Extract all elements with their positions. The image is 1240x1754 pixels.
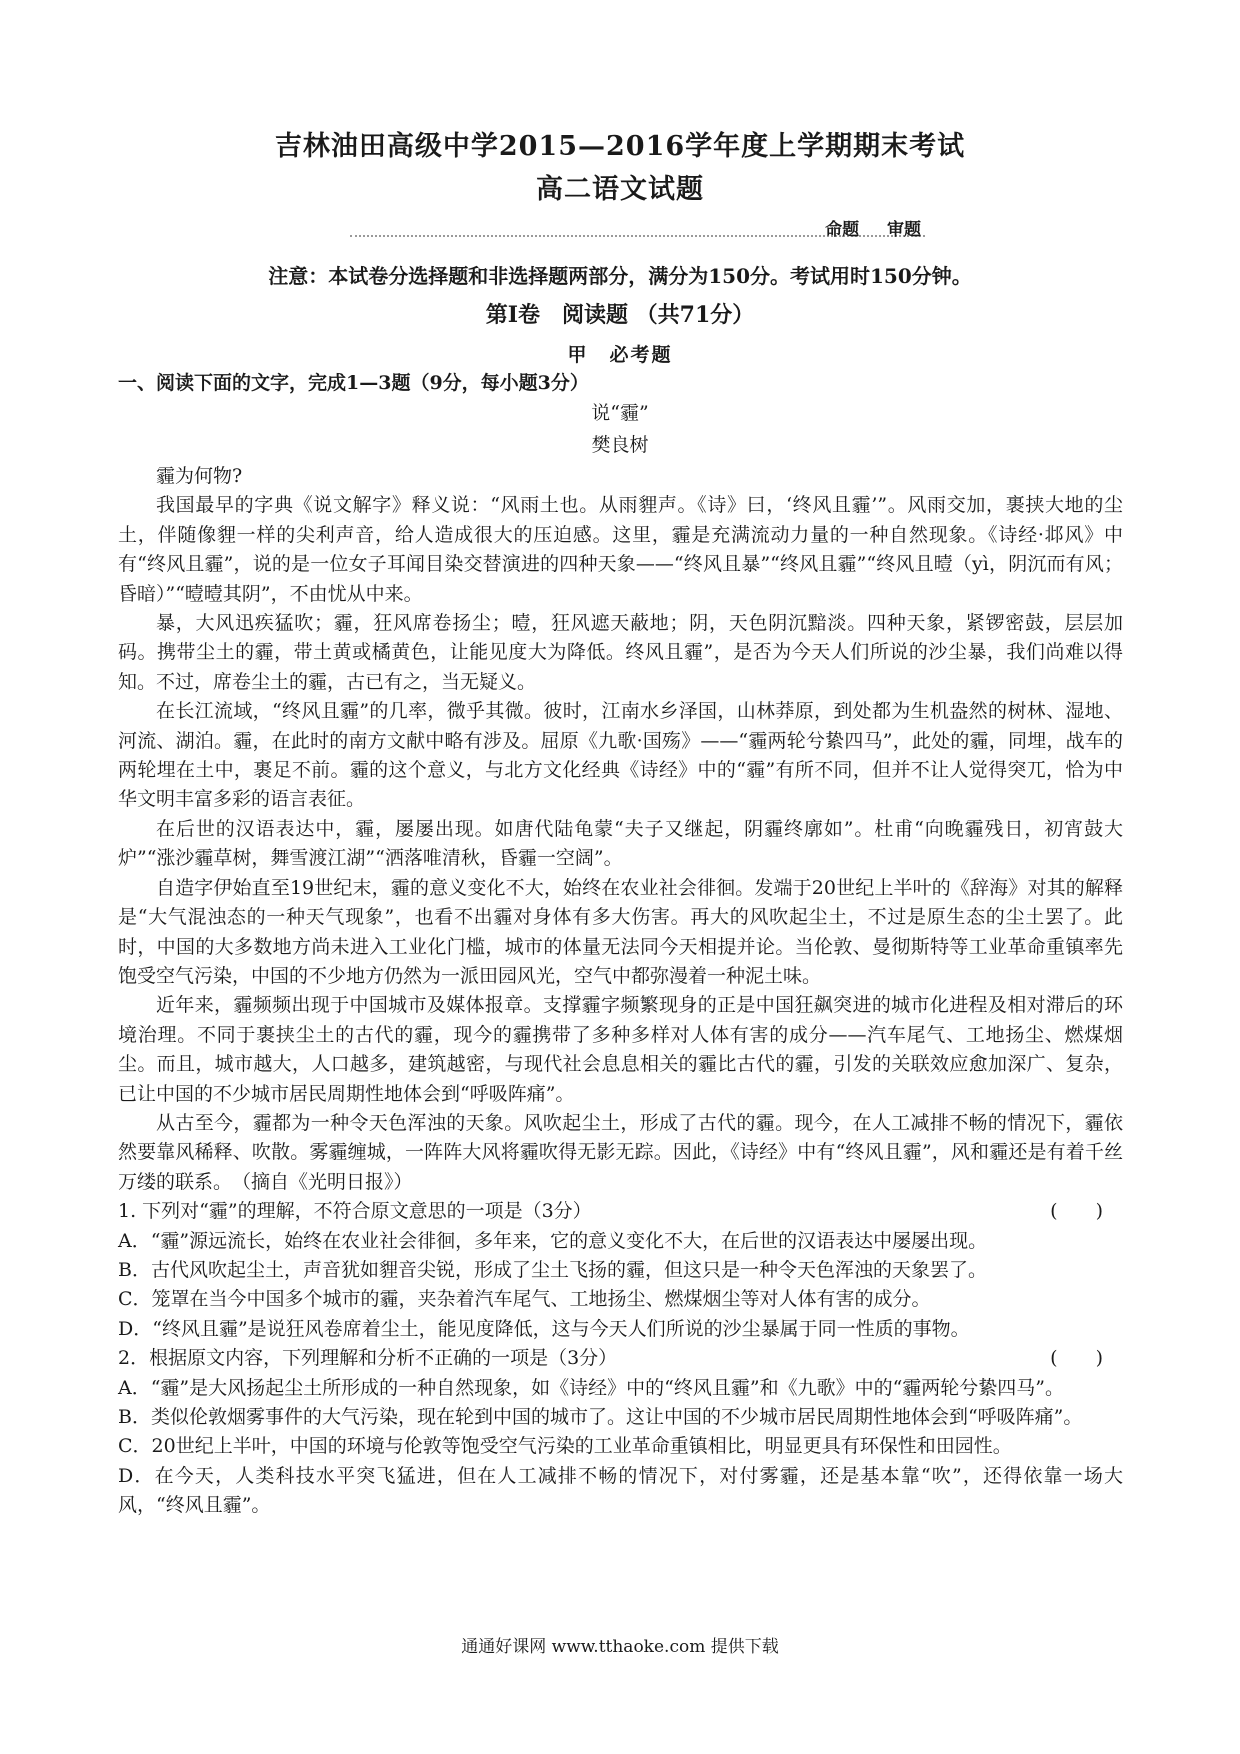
question-2-option-b: B．类似伦敦烟雾事件的大气污染，现在轮到中国的城市了。这让中国的不少城市居民周期性地体会到“呼吸阵痛”。 [118,1406,1083,1428]
question-group-heading: 一、阅读下面的文字，完成1—3题（9分，每小题3分） [118,372,589,394]
question-1-stem-line [118,1197,1123,1226]
question-1-option-d: D．“终风且霾”是说狂风卷席着尘土，能见度降低，这与今天人们所说的沙尘暴属于同一性质的事物。 [118,1317,970,1340]
reviewer-label: 审题 [887,220,921,240]
question-2-option-c: C．20世纪上半叶，中国的环境与伦敦等饱受空气污染的工业革命重镇相比，明显更具有环保性和田园性。 [118,1435,1012,1458]
article-paragraph: 从古至今，霾都为一种令天色浑浊的天象。风吹起尘土，形成了古代的霾。现今，在人工减排不畅的情况下，霾依然要靠风稀释、吹散。雾霾缠城，一阵阵大风将霾吹得无影无踪。因此，《诗经》中有“终风且霾”，风和霾还是有着千丝万缕的联系。 （摘自《光明日报》） [118,1111,1123,1193]
question-2-option-d: D．在今天，人类科技水平突飞猛进，但在人工减排不畅的情况下，对付雾霾，还是基本靠“吹”，还得依靠一场大风，“终风且霾”。 [118,1464,1123,1517]
setter-label: 命题 [825,220,860,240]
article-paragraph: 暴，大风迅疾猛吹；霾，狂风席卷扬尘；曀，狂风遮天蔽地；阴，天色阴沉黯淡。四种天象，紧锣密鼓，层层加码。携带尘土的霾，带土黄或橘黄色，让能见度大为降低。终风且霾”，是否为今天人们所说的沙尘暴，我们尚难以得知。不过，席卷尘土的霾，古已有之，当无疑义。 [118,612,1123,693]
question-1-option-a: A．“霾”源远流长，始终在农业社会徘徊，多年来，它的意义变化不大，在后世的汉语表达中屡屡出现。 [118,1229,988,1252]
footer-download-note: 通通好课网 www.tthaoke.com 提供下载 [461,1637,779,1657]
question-2-option-a: A．“霾”是大风扬起尘土所形成的一种自然现象，如《诗经》中的“终风且霾”和《九歌》中的“霾两轮兮絷四马”。 [118,1376,1065,1399]
part-title: 第Ⅰ卷 阅读题 （共71分） [485,302,755,328]
question-2-stem-line [118,1344,1123,1373]
article-body [118,462,1123,1521]
question-1-option-c: C．笼罩在当今中国多个城市的霾，夹杂着汽车尾气、工地扬尘、燃煤烟尘等对人体有害的成分。 [118,1288,931,1311]
question-2-answer-blank: ( ) [1050,1347,1103,1370]
article-paragraph: 近年来，霾频频出现于中国城市及媒体报章。支撑霾字频繁现身的正是中国狂飙突进的城市化进程及相对滞后的环境治理。不同于裹挟尘土的古代的霾，现今的霾携带了多种多样对人体有害的成分——汽车尾气、工地扬尘、燃煤烟尘。而且，城市越大，人口越多，建筑越密，与现代社会息息相关的霾比古代的霾，引发的关联效应愈加深广、复杂，已让中国的不少城市居民周期性地体会到“呼吸阵痛”。 [118,994,1123,1105]
section-title: 甲 必考题 [567,344,673,366]
question-2-stem: 2．根据原文内容，下列理解和分析不正确的一项是（3分） [118,1347,618,1370]
exam-title: 吉林油田高级中学2015—2016学年度上学期期末考试 [274,131,966,162]
article-paragraph: 自造字伊始直至19世纪末，霾的意义变化不大，始终在农业社会徘徊。发端于20世纪上半叶的《辞海》对其的解释是“大气混浊态的一种天气现象”，也看不出霾对身体有多大伤害。再大的风吹起尘土，不过是原生态的尘土罢了。此时，中国的大多数地方尚未进入工业化门槛，城市的体量无法同今天相提并论。当伦敦、曼彻斯特等工业革命重镇率先饱受空气污染，中国的不少地方仍然为一派田园风光，空气中都弥漫着一种泥土味。 [118,876,1123,987]
exam-notice: 注意：本试卷分选择题和非选择题两部分，满分为150分。考试用时150分钟。 [268,264,972,288]
article-title: 说“霾” [591,402,649,424]
exam-subtitle: 高二语文试题 [536,174,704,205]
article-paragraph: 我国最早的字典《说文解字》释义说：“风雨土也。从雨貍声。《诗》曰，‘终风且霾’”。风雨交加，裹挟大地的尘土，伴随像貍一样的尖利声音，给人造成很大的压迫感。这里，霾是充满流动力量的一种自然现象。《诗经·邶风》中有“终风且霾”，说的是一位女子耳闻目染交替演进的四种天象——“终风且暴”“终风且霾”“终风且曀（yì，阴沉而有风；昏暗）”“曀曀其阴”，不由忧从中来。 [118,494,1123,605]
setter-line [350,215,925,240]
question-1-stem: 1. 下列对“霾”的理解，不符合原文意思的一项是（3分） [118,1200,592,1223]
article-author: 樊良树 [591,434,649,456]
article-paragraph: 霾为何物? [156,465,243,487]
question-1-option-b: B．古代风吹起尘土，声音犹如貍音尖锐，形成了尘土飞扬的霾，但这只是一种令天色浑浊的天象罢了。 [118,1258,987,1281]
article-paragraph: 在长江流域，“终风且霾”的几率，微乎其微。彼时，江南水乡泽国，山林莽原，到处都为生机盎然的树林、湿地、河流、湖泊。霾，在此时的南方文献中略有涉及。屈原《九歌·国殇》——“霾两轮兮絷四马”，此处的霾，同埋，战车的两轮埋在土中，裹足不前。霾的这个意义，与北方文化经典《诗经》中的“霾”有所不同，但并不让人觉得突兀，恰为中华文明丰富多彩的语言表征。 [118,700,1123,811]
article-paragraph: 在后世的汉语表达中，霾，屡屡出现。如唐代陆龟蒙“夫子又继起，阴霾终廓如”。杜甫“向晚霾残日，初宵鼓大炉”“涨沙霾草树，舞雪渡江湖”“洒落唯清秋，昏霾一空阔”。 [118,817,1123,870]
question-1-answer-blank: ( ) [1050,1200,1103,1223]
